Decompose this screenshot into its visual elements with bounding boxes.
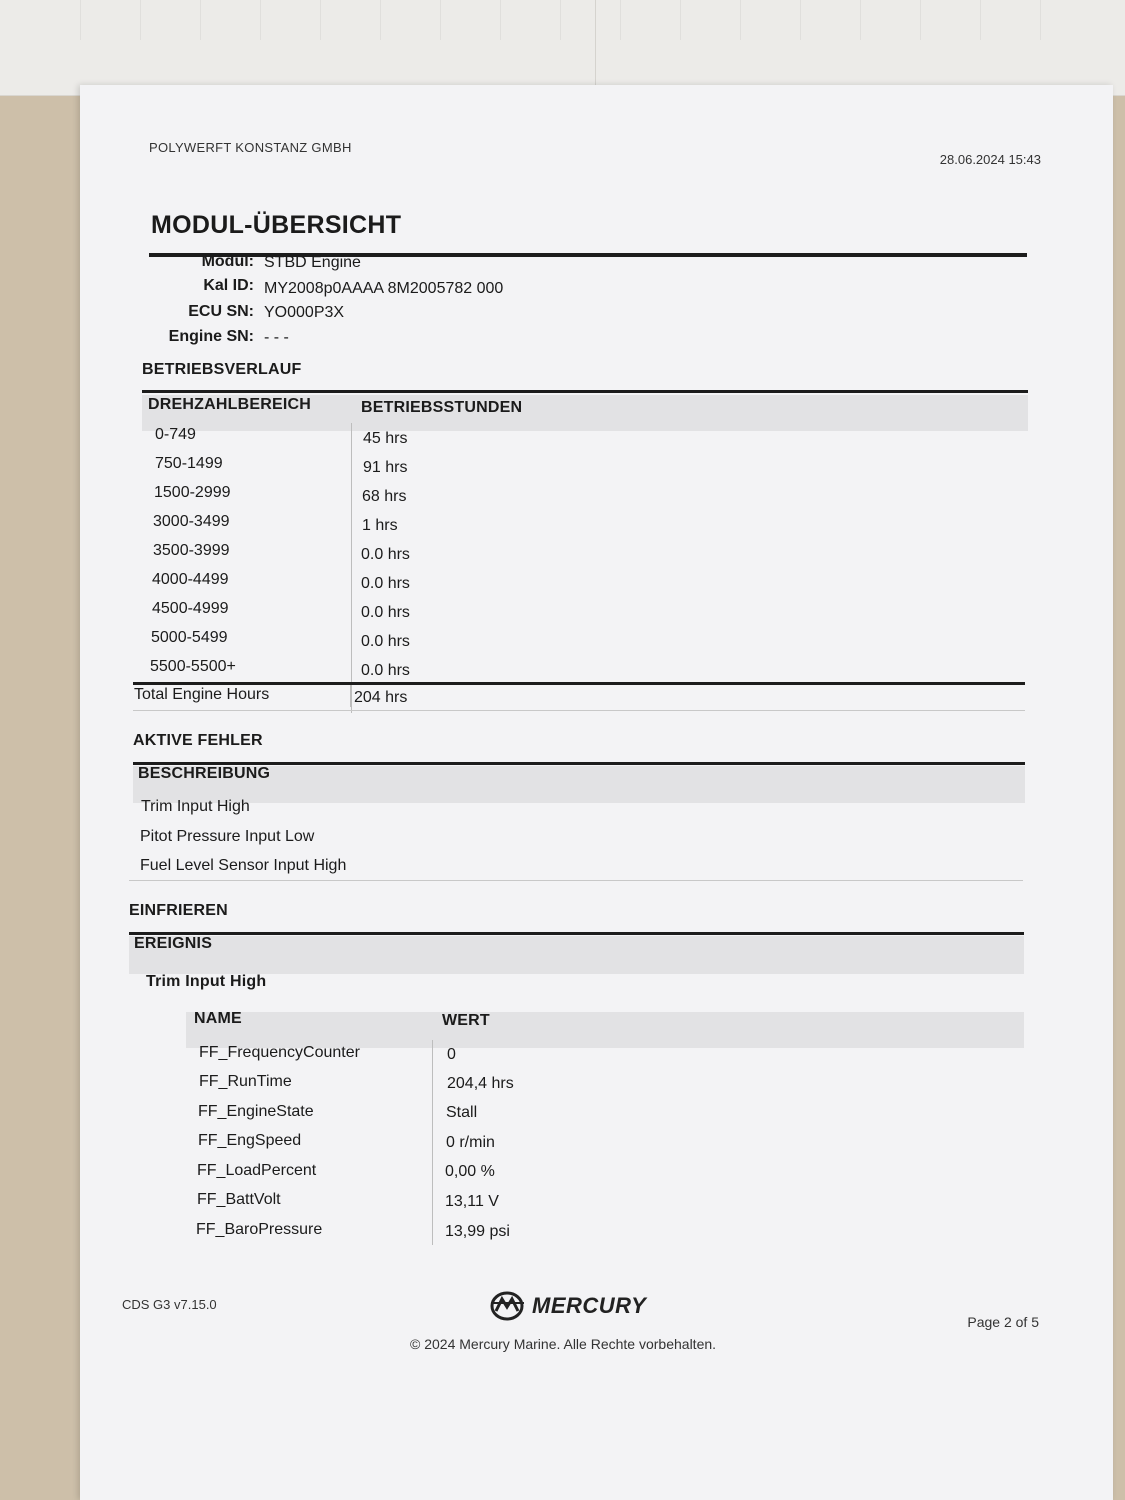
table-header-band bbox=[129, 936, 1024, 974]
fault-item: Fuel Level Sensor Input High bbox=[140, 857, 347, 874]
fault-item: Trim Input High bbox=[141, 798, 250, 815]
table-cell-range: 5500-5500+ bbox=[150, 658, 236, 675]
table-cell-range: 0-749 bbox=[155, 426, 196, 443]
ecu-sn-value: YO000P3X bbox=[264, 304, 345, 321]
total-rule bbox=[133, 682, 1025, 685]
freeze-param-value: 13,99 psi bbox=[445, 1223, 510, 1240]
mercury-logo bbox=[490, 1291, 646, 1321]
fault-item: Pitot Pressure Input Low bbox=[140, 828, 315, 845]
column-divider bbox=[432, 1040, 433, 1245]
table-cell-hours: 0.0 hrs bbox=[361, 546, 410, 563]
mercury-logo-icon bbox=[490, 1291, 526, 1321]
background-grid bbox=[80, 0, 1080, 40]
engine-sn-value: - - - bbox=[264, 329, 289, 346]
module-value: STBD Engine bbox=[264, 254, 361, 271]
freeze-param-name: FF_EngineState bbox=[198, 1103, 314, 1120]
copyright-notice: © 2024 Mercury Marine. Alle Rechte vorbehalten. bbox=[410, 1336, 717, 1352]
background-sheet bbox=[0, 0, 1125, 96]
freeze-param-name: FF_LoadPercent bbox=[197, 1162, 317, 1179]
column-divider bbox=[351, 423, 352, 713]
table-cell-hours: 45 hrs bbox=[363, 430, 408, 447]
col-header-name: NAME bbox=[194, 1010, 242, 1027]
report-datetime: 28.06.2024 15:43 bbox=[939, 152, 1041, 167]
module-label: Modul: bbox=[201, 253, 254, 270]
document-page bbox=[80, 85, 1113, 1500]
table-cell-hours: 1 hrs bbox=[362, 517, 398, 534]
table-cell-hours: 0.0 hrs bbox=[361, 662, 410, 679]
col-header-ereignis: EREIGNIS bbox=[134, 935, 213, 952]
freeze-param-value: Stall bbox=[446, 1104, 478, 1121]
table-cell-range: 4500-4999 bbox=[152, 600, 229, 617]
section-betriebsverlauf: BETRIEBSVERLAUF bbox=[142, 361, 302, 378]
freeze-param-value: 0 bbox=[447, 1046, 456, 1063]
total-engine-hours-value: 204 hrs bbox=[354, 689, 408, 706]
table-cell-range: 5000-5499 bbox=[151, 629, 228, 646]
page-number: Page 2 of 5 bbox=[967, 1314, 1039, 1330]
table-cell-range: 750-1499 bbox=[155, 455, 223, 472]
freeze-param-value: 13,11 V bbox=[445, 1193, 499, 1210]
table-cell-hours: 0.0 hrs bbox=[361, 604, 410, 621]
engine-sn-label: Engine SN: bbox=[168, 328, 254, 345]
table-cell-range: 3000-3499 bbox=[153, 513, 230, 530]
column-divider bbox=[350, 685, 351, 707]
freeze-param-name: FF_BattVolt bbox=[197, 1191, 281, 1208]
software-version: CDS G3 v7.15.0 bbox=[122, 1297, 217, 1312]
table-cell-hours: 0.0 hrs bbox=[361, 575, 410, 592]
freeze-param-name: FF_RunTime bbox=[199, 1073, 292, 1090]
mercury-logo-text: MERCURY bbox=[532, 1293, 647, 1318]
freeze-param-value: 0,00 % bbox=[445, 1163, 495, 1180]
col-header-drehzahlbereich: DREHZAHLBEREICH bbox=[148, 396, 311, 413]
page-title: MODUL-ÜBERSICHT bbox=[151, 211, 402, 239]
event-name: Trim Input High bbox=[146, 973, 267, 990]
col-header-betriebsstunden: BETRIEBSSTUNDEN bbox=[361, 399, 523, 416]
table-cell-range: 3500-3999 bbox=[153, 542, 230, 559]
table-cell-hours: 0.0 hrs bbox=[361, 633, 410, 650]
freeze-param-name: FF_FrequencyCounter bbox=[199, 1044, 360, 1061]
freeze-param-value: 0 r/min bbox=[446, 1134, 495, 1151]
company-name: POLYWERFT KONSTANZ GMBH bbox=[149, 140, 352, 155]
table-cell-hours: 68 hrs bbox=[362, 488, 407, 505]
section-rule bbox=[129, 932, 1024, 935]
col-header-beschreibung: BESCHREIBUNG bbox=[138, 765, 271, 782]
table-cell-range: 4000-4499 bbox=[152, 571, 229, 588]
total-engine-hours-label: Total Engine Hours bbox=[134, 686, 270, 703]
ecu-sn-label: ECU SN: bbox=[188, 303, 254, 320]
kal-id-label: Kal ID: bbox=[203, 277, 254, 294]
freeze-param-name: FF_EngSpeed bbox=[198, 1132, 302, 1149]
freeze-header-band bbox=[186, 1012, 1024, 1048]
kal-id-value: MY2008p0AAAA 8M2005782 000 bbox=[264, 280, 504, 297]
section-rule bbox=[142, 390, 1028, 393]
fault-bottom-rule bbox=[129, 880, 1023, 881]
background-sheet-edge bbox=[595, 0, 596, 95]
freeze-param-name: FF_BaroPressure bbox=[196, 1221, 323, 1238]
section-einfrieren: EINFRIEREN bbox=[129, 902, 228, 919]
section-aktive-fehler: AKTIVE FEHLER bbox=[133, 732, 263, 749]
table-cell-hours: 91 hrs bbox=[363, 459, 408, 476]
table-cell-range: 1500-2999 bbox=[154, 484, 231, 501]
col-header-wert: WERT bbox=[442, 1012, 490, 1029]
freeze-param-value: 204,4 hrs bbox=[447, 1075, 514, 1092]
total-bottom-rule bbox=[133, 710, 1025, 711]
